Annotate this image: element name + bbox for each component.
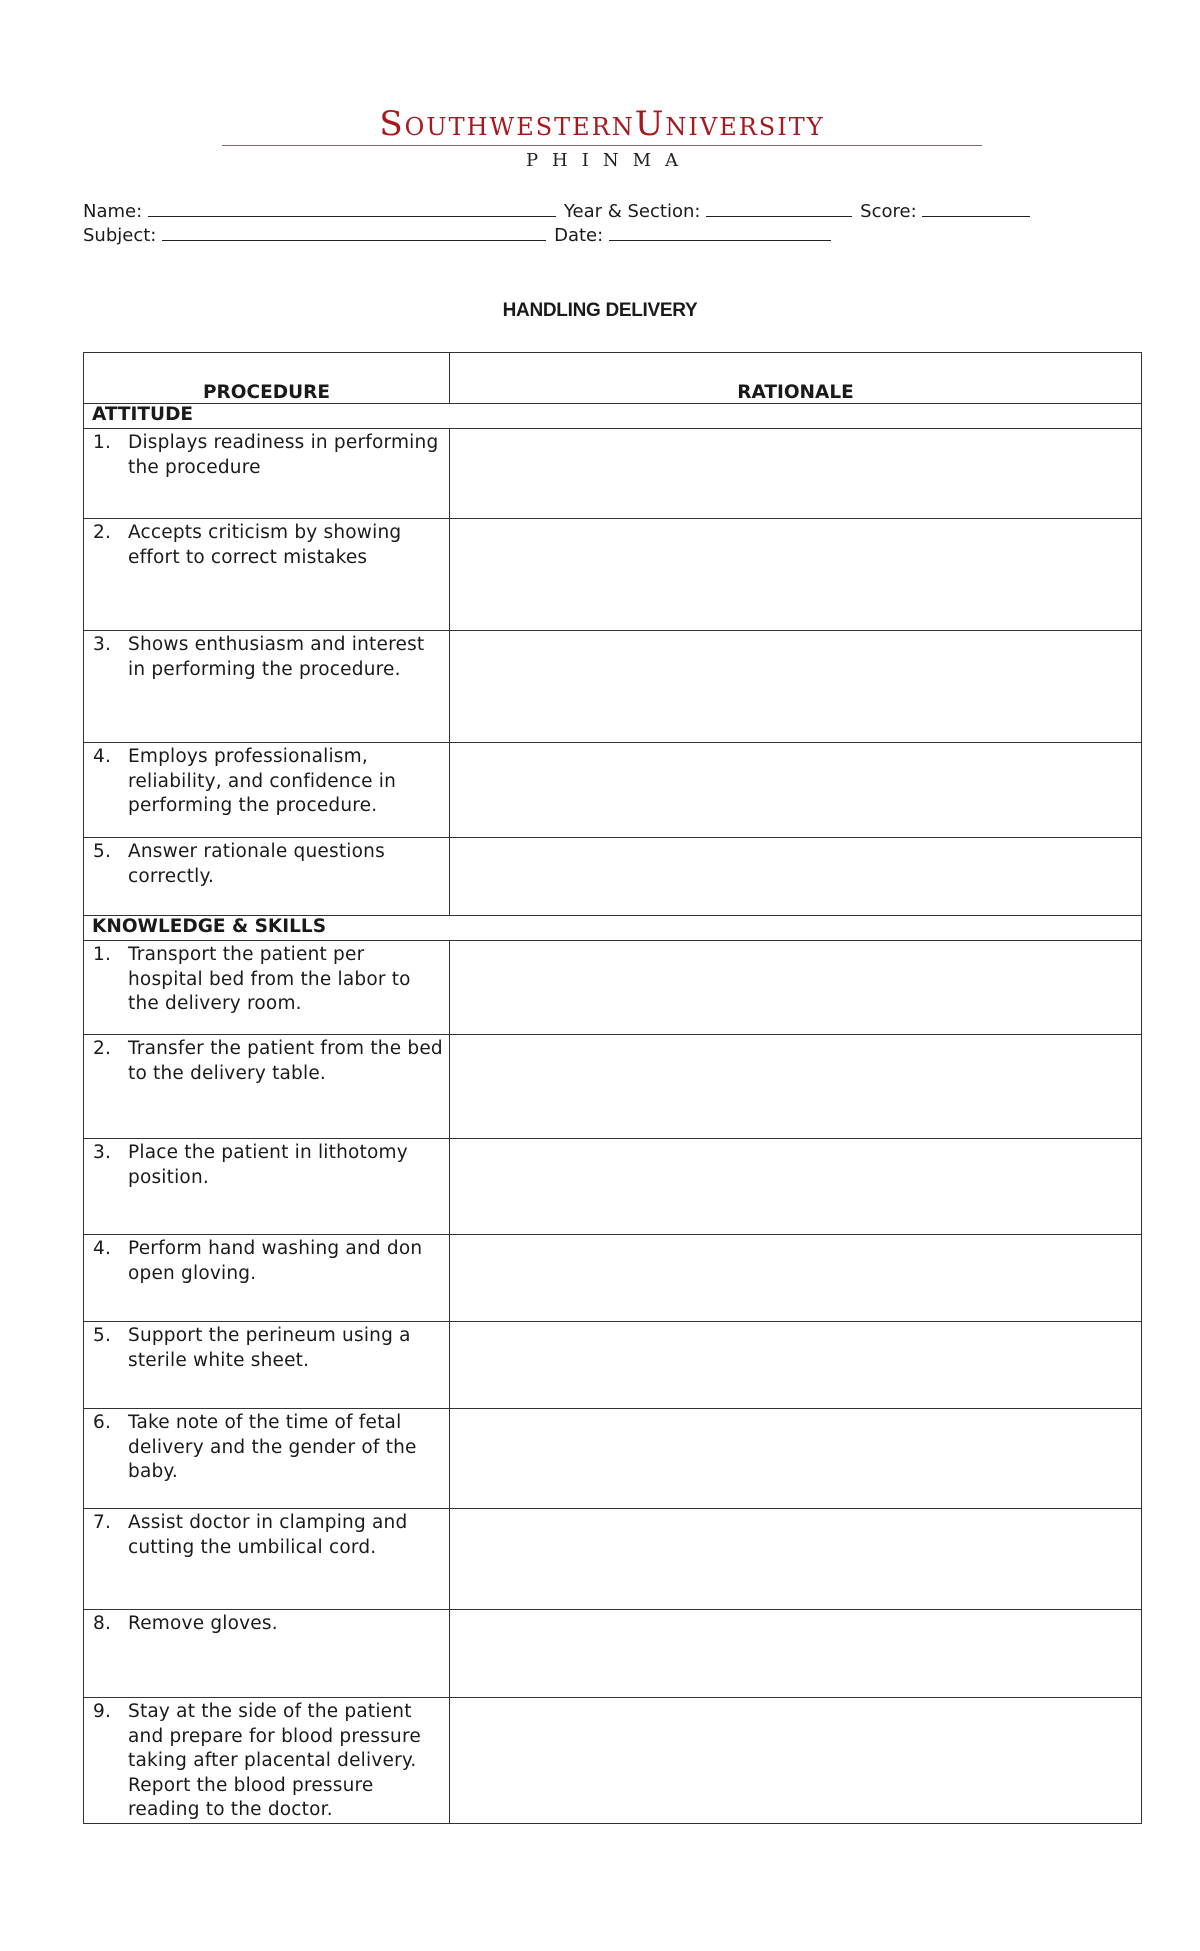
rationale-cell[interactable] [450, 1322, 1142, 1409]
procedure-cell [84, 1139, 450, 1235]
item-number: 1. [93, 432, 112, 453]
item-number: 5. [93, 841, 112, 862]
procedure-cell [84, 1509, 450, 1610]
procedure-cell [84, 743, 450, 838]
item-number: 1. [93, 944, 112, 965]
procedure-cell [84, 838, 450, 916]
procedure-cell [84, 941, 450, 1035]
table-row [84, 838, 1142, 916]
rationale-cell[interactable] [450, 1235, 1142, 1322]
table-row [84, 1139, 1142, 1235]
item-number: 3. [93, 634, 112, 655]
procedure-cell [84, 631, 450, 743]
procedure-cell [84, 1610, 450, 1698]
info-line-subject [83, 224, 839, 247]
section-row-attitude [84, 404, 1142, 429]
item-number: 2. [93, 1038, 112, 1059]
table-row [84, 743, 1142, 838]
procedure-cell [84, 1235, 450, 1322]
procedure-cell [84, 429, 450, 519]
rationale-cell[interactable] [450, 1509, 1142, 1610]
subject-blank[interactable] [162, 224, 546, 241]
document-title: HANDLING DELIVERY [502, 300, 698, 321]
rationale-cell[interactable] [450, 743, 1142, 838]
year-section-blank[interactable] [706, 200, 852, 217]
table-row [84, 1610, 1142, 1698]
rationale-cell[interactable] [450, 941, 1142, 1035]
item-text: Remove gloves. [128, 1613, 278, 1634]
rationale-cell[interactable] [450, 1698, 1142, 1824]
item-text: Displays readiness in performing the procedure [128, 432, 439, 478]
procedure-cell [84, 1698, 450, 1824]
table-header-row [84, 353, 1142, 404]
item-number: 3. [93, 1142, 112, 1163]
item-number: 8. [93, 1613, 112, 1634]
university-subtitle: PHINMA [525, 150, 693, 171]
item-number: 4. [93, 746, 112, 767]
item-text: Place the patient in lithotomy position. [128, 1142, 408, 1188]
item-text: Support the perineum using a sterile white sheet. [128, 1325, 411, 1371]
rationale-cell[interactable] [450, 1610, 1142, 1698]
item-text: Perform hand washing and don open gloving. [128, 1238, 423, 1284]
item-text: Answer rationale questions correctly. [128, 841, 385, 887]
table-row [84, 429, 1142, 519]
procedure-cell [84, 1322, 450, 1409]
table-row [84, 1035, 1142, 1139]
table-row [84, 1409, 1142, 1509]
info-line-name [83, 200, 1038, 223]
item-number: 6. [93, 1412, 112, 1433]
section-title: KNOWLEDGE & SKILLS [84, 916, 1142, 941]
date-blank[interactable] [609, 224, 831, 241]
rationale-cell[interactable] [450, 429, 1142, 519]
table-row [84, 1698, 1142, 1824]
item-number: 7. [93, 1512, 112, 1533]
procedure-table [83, 352, 1142, 1824]
table-row [84, 631, 1142, 743]
university-logo [222, 104, 982, 174]
item-text: Transport the patient per hospital bed from the labor to the delivery room. [128, 944, 411, 1014]
logo-divider [222, 145, 982, 146]
item-number: 2. [93, 522, 112, 543]
section-row-knowledge-skills [84, 916, 1142, 941]
item-number: 5. [93, 1325, 112, 1346]
item-text: Transfer the patient from the bed to the delivery table. [128, 1038, 443, 1084]
section-title: ATTITUDE [84, 404, 1142, 429]
item-text: Assist doctor in clamping and cutting the umbilical cord. [128, 1512, 408, 1558]
rationale-cell[interactable] [450, 838, 1142, 916]
item-text: Accepts criticism by showing effort to correct mistakes [128, 522, 402, 568]
procedure-cell [84, 1409, 450, 1509]
rationale-cell[interactable] [450, 1035, 1142, 1139]
year-section-label: Year & Section: [563, 201, 701, 222]
name-blank[interactable] [148, 200, 556, 217]
procedure-column-header: PROCEDURE [84, 353, 450, 404]
rationale-cell[interactable] [450, 1409, 1142, 1509]
subject-label: Subject: [83, 225, 157, 246]
table-row [84, 941, 1142, 1035]
table-row [84, 1322, 1142, 1409]
procedure-cell [84, 1035, 450, 1139]
rationale-cell[interactable] [450, 631, 1142, 743]
rationale-column-header: RATIONALE [450, 353, 1142, 404]
date-label: Date: [554, 225, 604, 246]
item-number: 9. [93, 1701, 112, 1722]
score-blank[interactable] [922, 200, 1030, 217]
score-label: Score: [860, 201, 917, 222]
item-text: Employs professionalism, reliability, and confidence in performing the procedure. [128, 746, 397, 816]
name-label: Name: [83, 201, 143, 222]
table-row [84, 1509, 1142, 1610]
table-row [84, 1235, 1142, 1322]
item-text: Shows enthusiasm and interest in performing the procedure. [128, 634, 425, 680]
rationale-cell[interactable] [450, 519, 1142, 631]
procedure-cell [84, 519, 450, 631]
item-number: 4. [93, 1238, 112, 1259]
item-text: Stay at the side of the patient and prepare for blood pressure taking after placental delivery. Report the blood pressure reading to the doctor. [128, 1701, 421, 1820]
item-text: Take note of the time of fetal delivery and the gender of the baby. [128, 1412, 417, 1482]
university-name: SouthwesternUniversity [379, 104, 825, 144]
rationale-cell[interactable] [450, 1139, 1142, 1235]
table-row [84, 519, 1142, 631]
